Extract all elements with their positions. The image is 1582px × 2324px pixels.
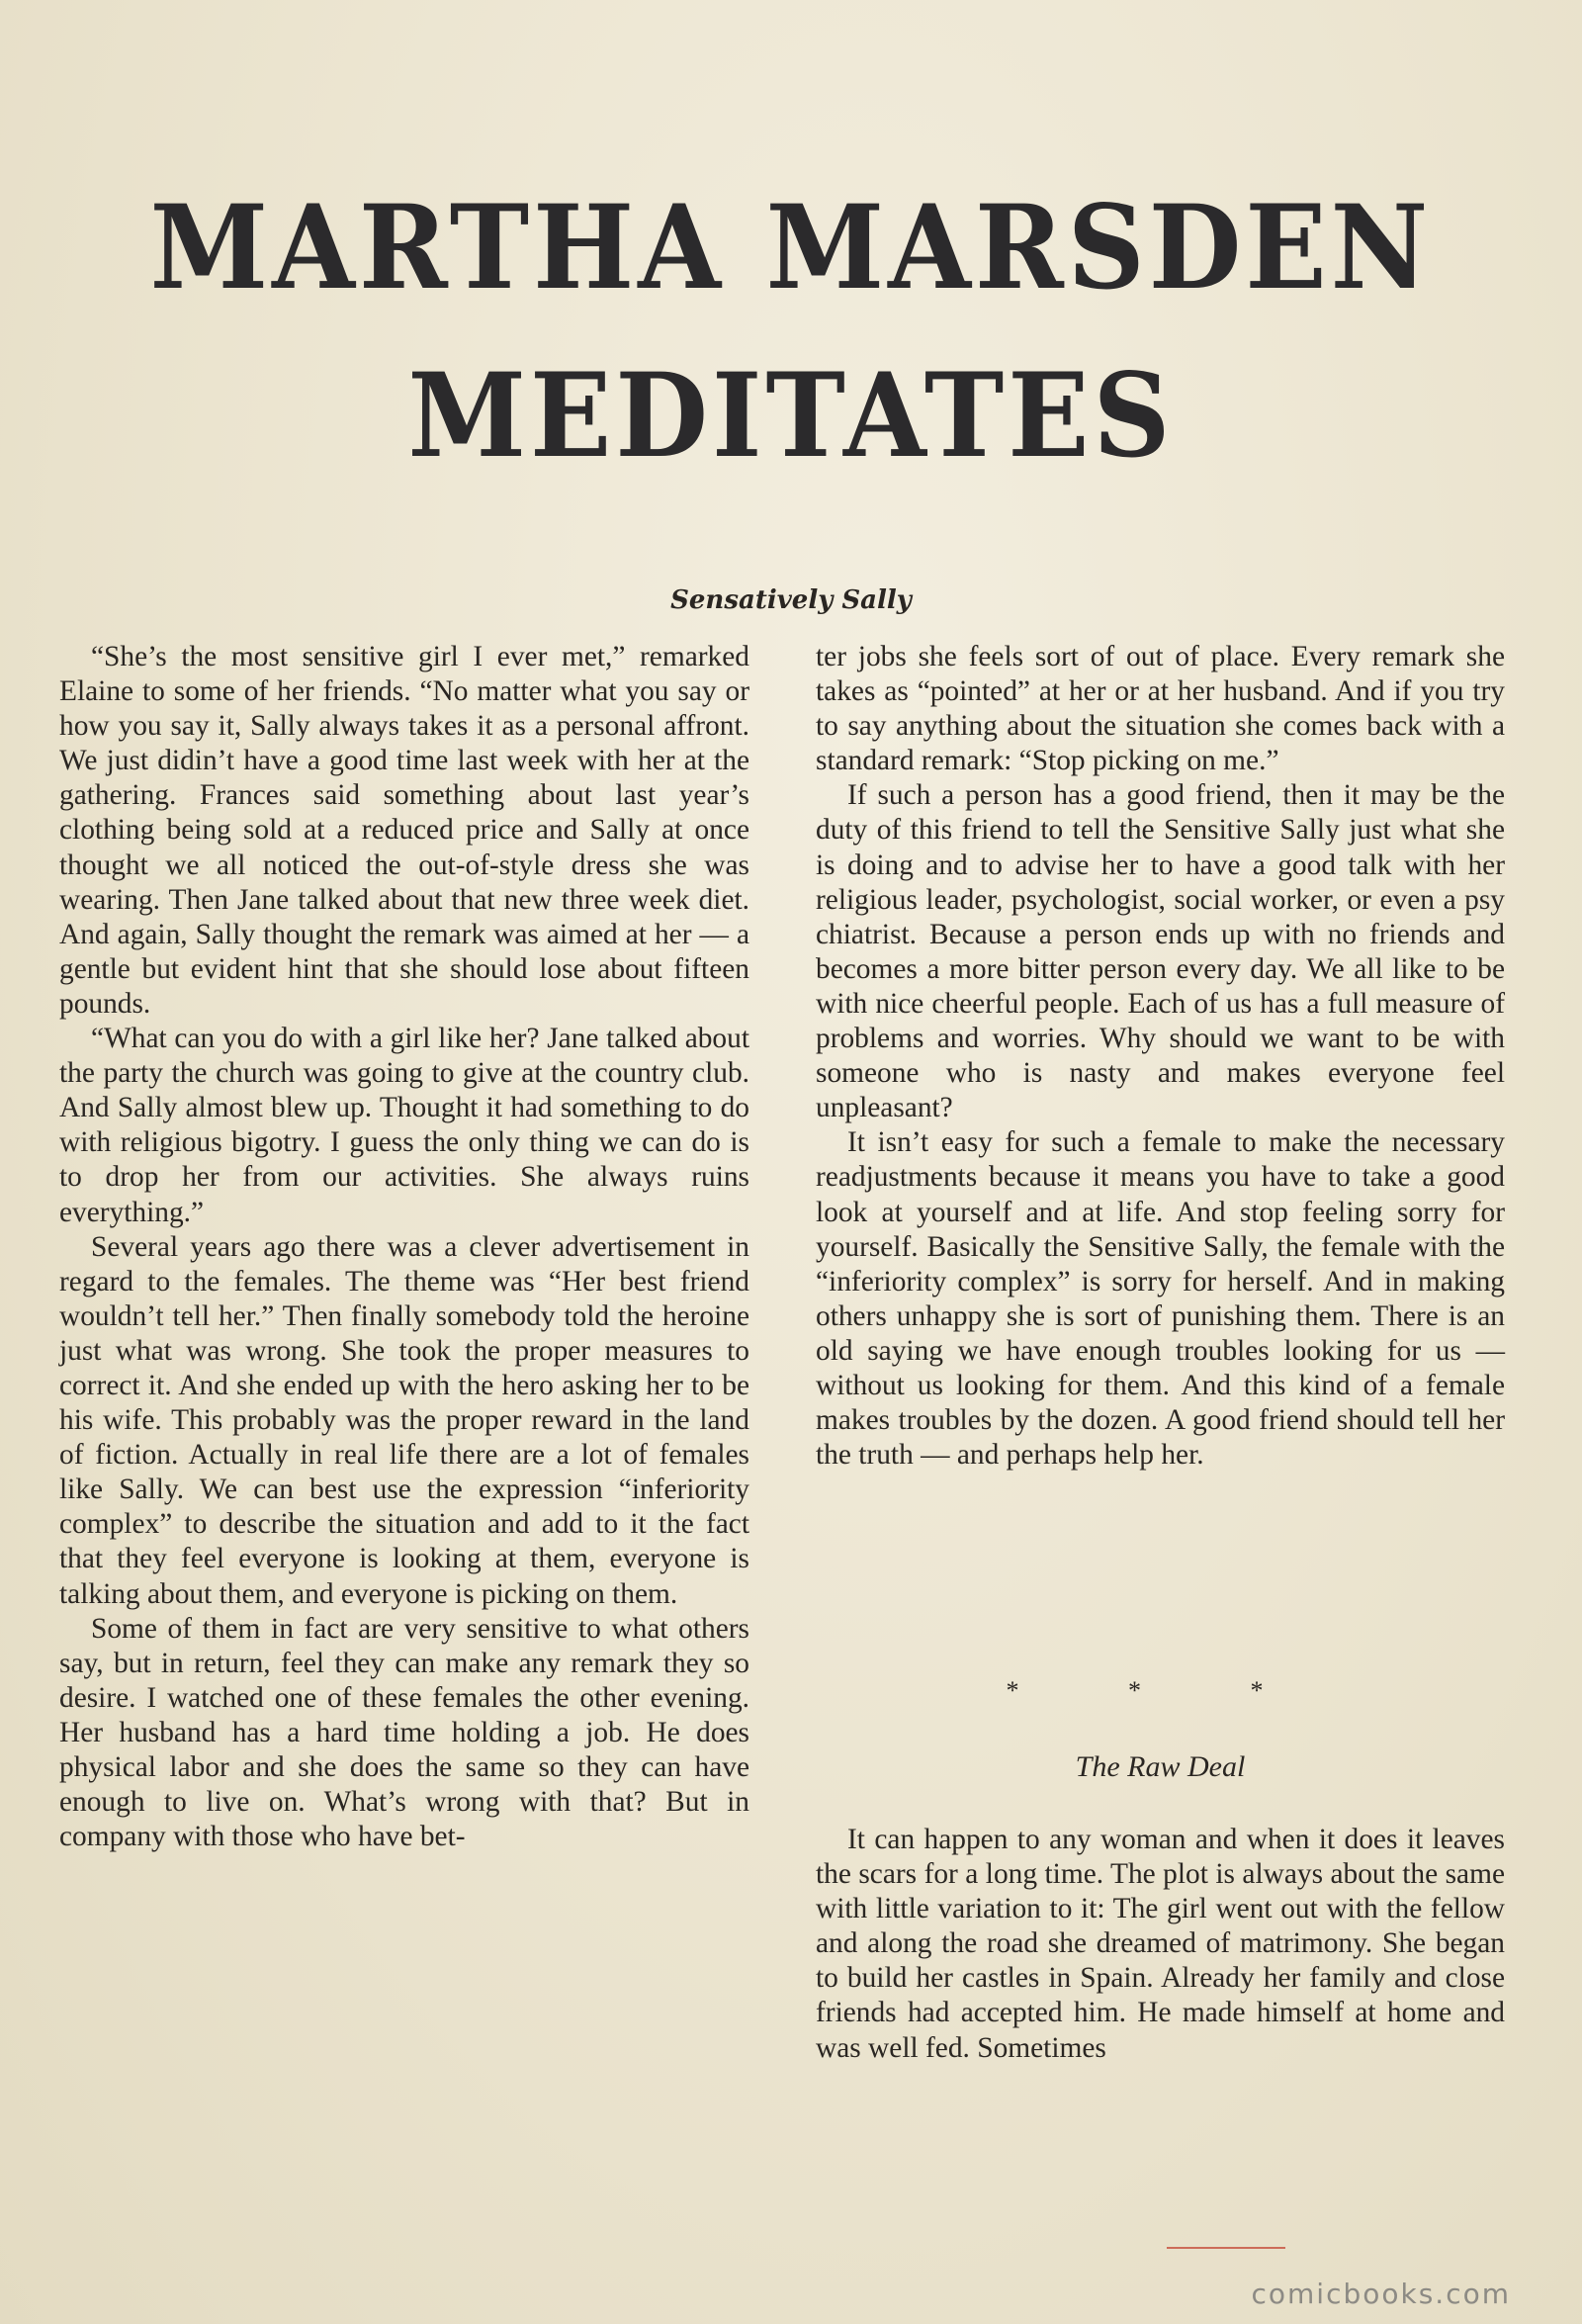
watermark: comicbooks.com (1251, 2278, 1511, 2310)
right-column (816, 640, 1505, 1473)
page-title-line-1: MARTHA MARSDEN (149, 180, 1433, 316)
paragraph: “What can you do with a girl like her? Jane talked about the party the church was going to give at the country club. And Sally almost blew up. Thought it had something to do with religious bigotry. I guess the only thing we can do is to drop her from our activities. She always ruins everything.” (59, 1023, 749, 1228)
paragraph: If such a person has a good friend, then it may be the duty of this friend to tell the Sensitive Sally just what she is doing and to advise her to have a good talk with her religious leader, psychologist, social worker, or even a psy chiatrist. Because a person ends up with no friends and becomes a more bitter person every day. We all like to be with nice cheerful people. Each of us has a full measure of problems and worries. Why should we want to be with someone who is nasty and makes everyone feel unpleasant? (816, 779, 1505, 1124)
section-heading-sensatively-sally: Sensatively Sally (670, 585, 912, 615)
paragraph: Several years ago there was a clever advertisement in regard to the females. The theme was “Her best friend wouldn’t tell her.” Then finally somebody told the heroine just what was wrong. She took the proper measures to correct it. And she ended up with the hero asking her to be his wife. This probably was the proper reward in the land of fiction. Actually in real life there are a lot of females like Sally. We can best use the expression “inferiority complex” to describe the situation and add to it the fact that they feel everyone is looking at them, everyone is talking about them, and everyone is picking on them. (59, 1230, 749, 1610)
paragraph: ter jobs she feels sort of out of place. Every remark she takes as “pointed” at her or at her husband. And if you try to say anything about the situation she comes back with a standard remark: “Stop picking on me.” (816, 641, 1505, 777)
paragraph: It can happen to any woman and when it does it leaves the scars for a long time. The plot is always about the same with little variation to it: The girl went out with the fellow and along the road she dreamed of matrimony. She began to build her castles in Spain. Already her family and close friends had accepted him. He made himself at home and was well fed. Sometimes (816, 1824, 1505, 2064)
page-title-line-2: MEDITATES (407, 348, 1175, 485)
left-column (59, 640, 749, 1854)
paragraph: It isn’t easy for such a female to make the necessary readjustments because it means you have to take a good look at yourself and at life. And stop feeling sorry for yourself. Basically the Sensitive Sally, the female with the “inferiority complex” is sorry for herself. And in making others unhappy she is sort of punishing them. There is an old saying we have enough troubles looking for us — without us looking for them. And this kind of a female makes troubles by the dozen. A good friend should tell her the truth — and perhaps help her. (816, 1126, 1505, 1472)
right-column-second-section (816, 1823, 1505, 2066)
paragraph: “She’s the most sensitive girl I ever met,” remarked Elaine to some of her friends. “No matter what you say or how you say it, Sally always takes it as a personal affront. We just didin’t have a good time last week with her at the gathering. Frances said something about last year’s clothing being sold at a reduced price and Sally at once thought we all noticed the out-of-style dress she was wearing. Then Jane talked about that new three week diet. And again, Sally thought the remark was aimed at her — a gentle but evident hint that she should lose about fifteen pounds. (59, 641, 749, 1020)
section-separator: * * * (1006, 1676, 1315, 1705)
section-heading-text: The Raw Deal (1075, 1750, 1246, 1783)
decorative-rule (1167, 2247, 1285, 2249)
paragraph: Some of them in fact are very sensitive to what others say, but in return, feel they can make any remark they so desire. I watched one of these females the other evening. Her husband has a hard time holding a job. He does physical labor and she does the same so they can have enough to live on. What’s wrong with that? But in company with those who have bet- (59, 1612, 749, 1853)
section-heading-the-raw-deal (816, 1750, 1505, 1784)
